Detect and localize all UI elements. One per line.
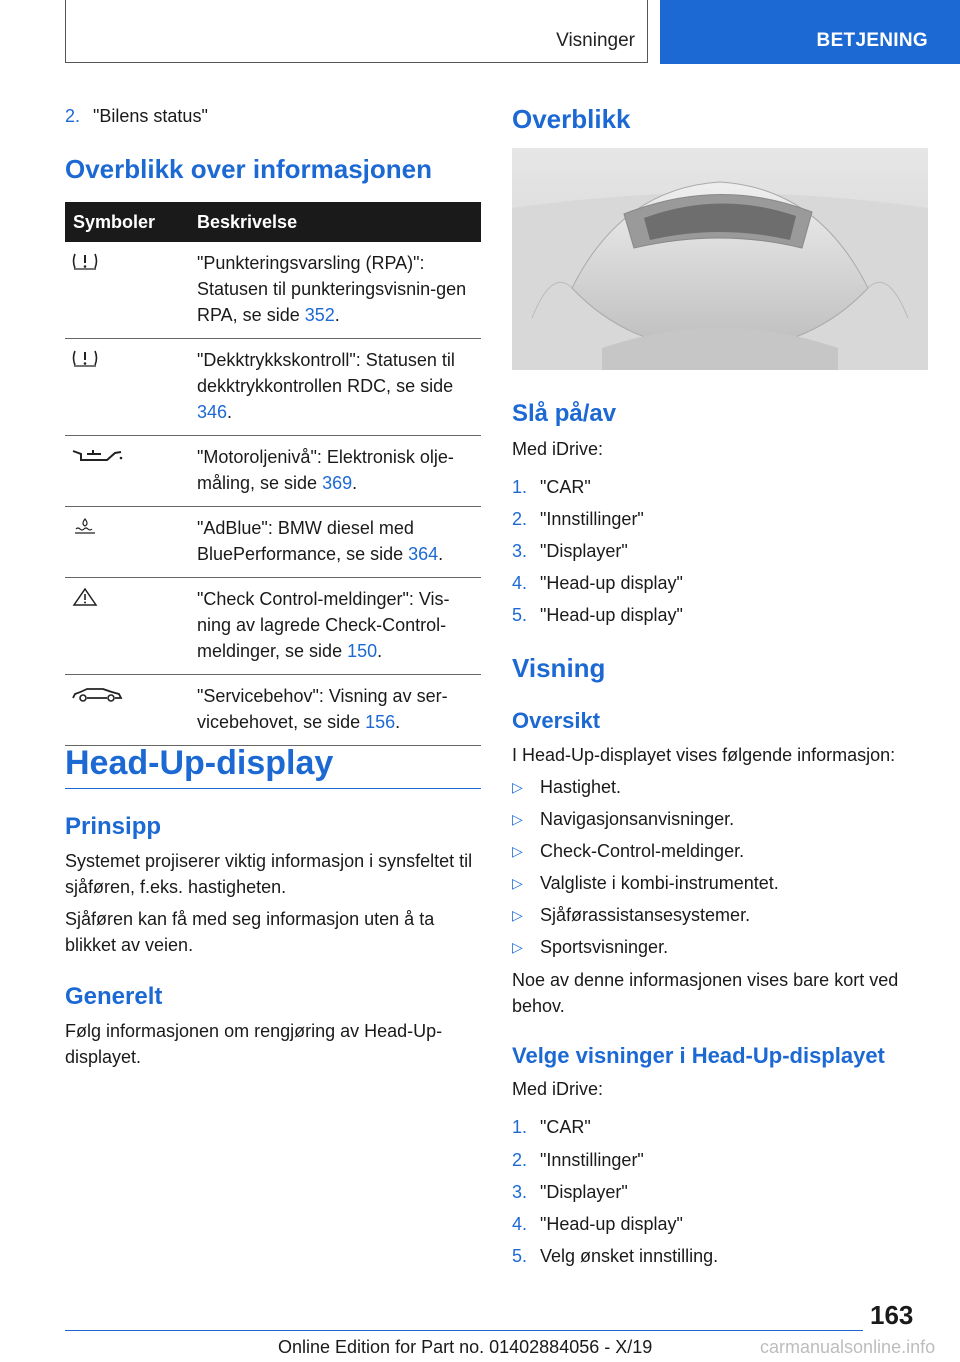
summary-intro: I Head-Up-displayet vises følgende informasjon: xyxy=(512,745,896,765)
select-intro: Med iDrive: xyxy=(512,1079,604,1099)
list-item xyxy=(65,106,208,127)
list-item: 3. "Displayer" xyxy=(512,541,628,561)
table-header-description: Beskrivelse xyxy=(183,202,481,242)
page-number: 163 xyxy=(870,1300,914,1330)
table-row: "Dekktrykkskontroll": Statusen til dekktrykkontrollen RDC, se side 346. xyxy=(65,339,481,436)
row-description: "Servicebehov": Visning av ser-vicebehovet, se side xyxy=(197,686,448,732)
bullet-triangle-icon: ▷ xyxy=(512,875,523,891)
select-views-heading: Velge visninger i Head-Up-displayet xyxy=(512,1043,885,1068)
list-item: ▷ Valgliste i kombi-instrumentet. xyxy=(512,873,779,893)
row-description: "Check Control-meldinger": Vis-ning av lagrede Check-Control-meldinger, se side xyxy=(197,589,450,661)
bullet-triangle-icon: ▷ xyxy=(512,843,523,859)
onoff-intro: Med iDrive: xyxy=(512,439,604,459)
overview-heading: Overblikk xyxy=(512,104,631,134)
table-row: "Check Control-meldinger": Vis-ning av lagrede Check-Control-meldinger, se side 150. xyxy=(65,578,481,675)
list-item: ▷ Hastighet. xyxy=(512,777,622,797)
list-item: 1. "CAR" xyxy=(512,477,591,497)
display-heading: Visning xyxy=(512,653,606,683)
list-item: 5. Velg ønsket innstilling. xyxy=(512,1246,719,1266)
onoff-heading: Slå på/av xyxy=(512,400,617,427)
list-item: ▷ Check-Control-meldinger. xyxy=(512,841,745,861)
row-description: "AdBlue": BMW diesel med BluePerformance, se side xyxy=(197,518,414,564)
table-row: "Motoroljenivå": Elektronisk olje-måling, se side 369. xyxy=(65,436,481,507)
footer-rule xyxy=(65,1330,863,1331)
row-description: "Punkteringsvarsling (RPA)": Statusen til punkteringsvisnin-gen RPA, se side xyxy=(197,253,467,325)
list-item: 2. "Innstillinger" xyxy=(512,509,644,529)
page-reference-link[interactable]: 369 xyxy=(322,473,353,493)
table-row: "Servicebehov": Visning av ser-vicebehovet, se side 156. xyxy=(65,675,481,746)
bullet-triangle-icon: ▷ xyxy=(512,811,523,827)
overview-info-heading: Overblikk over informasjonen xyxy=(65,154,433,184)
list-item: ▷ Sjåførassistansesystemer. xyxy=(512,905,751,925)
list-item: 2. "Innstillinger" xyxy=(512,1150,644,1170)
summary-note: Noe av denne informasjonen vises bare kort ved behov. xyxy=(512,970,899,1016)
bullet-triangle-icon: ▷ xyxy=(512,779,523,795)
edition-text: Online Edition for Part no. 01402884056 - X/19 xyxy=(278,1337,653,1357)
warning-triangle-icon xyxy=(71,588,99,606)
list-item: 4. "Head-up display" xyxy=(512,573,683,593)
list-item: 3. "Displayer" xyxy=(512,1182,628,1202)
hud-dashboard-image xyxy=(512,148,928,370)
car-service-icon xyxy=(71,685,123,703)
general-heading: Generelt xyxy=(65,983,163,1010)
header-chapter-title: BETJENING xyxy=(816,30,928,51)
tire-pressure-icon xyxy=(71,349,99,367)
summary-heading: Oversikt xyxy=(512,708,601,733)
list-item: 1. "CAR" xyxy=(512,1117,591,1137)
hud-heading: Head-Up-display xyxy=(65,744,334,782)
principle-paragraph-1: Systemet projiserer viktig informasjon i synsfeltet til sjåføren, f.eks. hastigheten. xyxy=(65,851,473,897)
oil-can-icon xyxy=(71,446,123,464)
symbol-table xyxy=(65,202,481,746)
page-header xyxy=(0,0,960,66)
list-item: 4. "Head-up display" xyxy=(512,1214,683,1234)
header-section-box xyxy=(65,0,648,63)
list-item: 5. "Head-up display" xyxy=(512,605,683,625)
list-item: ▷ Navigasjonsanvisninger. xyxy=(512,809,735,829)
table-header-symbols: Symboler xyxy=(65,202,183,242)
list-text: "Bilens status" xyxy=(93,106,208,126)
row-description: "Motoroljenivå": Elektronisk olje-måling, se side xyxy=(197,447,454,493)
page-reference-link[interactable]: 352 xyxy=(304,305,335,325)
page-reference-link[interactable]: 150 xyxy=(347,641,378,661)
header-chapter-tab xyxy=(660,0,960,64)
row-description: "Dekktrykkskontroll": Statusen til dekktrykkontrollen RDC, se side xyxy=(197,350,455,396)
parking-warning-icon xyxy=(71,252,99,270)
page-reference-link[interactable]: 364 xyxy=(408,544,439,564)
page-reference-link[interactable]: 156 xyxy=(365,712,396,732)
heading-rule xyxy=(65,788,481,789)
principle-heading: Prinsipp xyxy=(65,813,162,840)
watermark: carmanualsonline.info xyxy=(760,1337,936,1357)
list-item: ▷ Sportsvisninger. xyxy=(512,937,669,957)
table-row: "Punkteringsvarsling (RPA)": Statusen til punkteringsvisnin-gen RPA, se side 352. xyxy=(65,242,481,339)
adblue-icon xyxy=(71,517,99,535)
bullet-triangle-icon: ▷ xyxy=(512,907,523,923)
general-paragraph: Følg informasjonen om rengjøring av Head-Up-displayet. xyxy=(65,1021,443,1067)
bullet-triangle-icon: ▷ xyxy=(512,939,523,955)
page-reference-link[interactable]: 346 xyxy=(197,402,228,422)
table-row: "AdBlue": BMW diesel med BluePerformance, se side 364. xyxy=(65,507,481,578)
principle-paragraph-2: Sjåføren kan få med seg informasjon uten å ta blikket av veien. xyxy=(65,909,435,955)
header-section-title: Visninger xyxy=(556,30,635,51)
list-number: 2. xyxy=(65,106,81,126)
